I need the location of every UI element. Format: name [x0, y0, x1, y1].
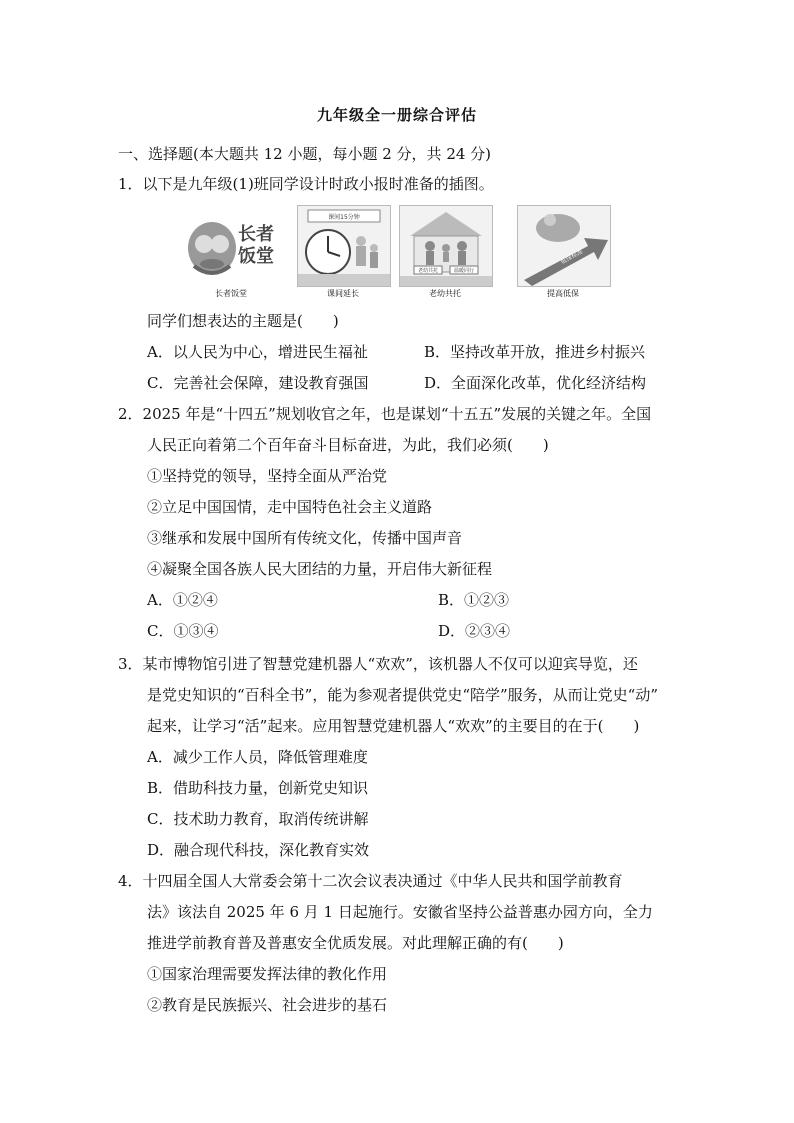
q2-option-b: B．①②③: [438, 591, 510, 609]
image-caption: 课间延长: [327, 289, 359, 298]
q2-option-d: D．②③④: [438, 622, 511, 640]
q3-stem-line-2: 是党史知识的“百科全书”，能为参观者提供党史“陪学”服务，从而让党史“动”: [147, 686, 659, 704]
q2-stem-line-2: 人民正向着第二个百年奋斗目标奋进，为此，我们必须( ): [147, 436, 549, 454]
sign-text: 课间15分钟: [328, 214, 360, 221]
q2-statement-4: ④凝聚全国各族人民大团结的力量，开启伟大新征程: [147, 560, 493, 578]
q3-option-c: C．技术助力教育，取消传统讲解: [147, 810, 369, 828]
elder-child-care-image: [399, 205, 493, 287]
logo-text-bottom: 饭堂: [238, 246, 274, 267]
q2-statement-3: ③继承和发展中国所有传统文化，传播中国声音: [147, 529, 463, 547]
q2-stem-line-1: 2．2025 年是“十四五”规划收官之年，也是谋划“十五五”发展的关键之年。全国: [118, 405, 652, 423]
sign-left-text: 老幼共托: [417, 268, 439, 274]
image-caption: 提高低保: [547, 289, 579, 298]
q1-option-c: C．完善社会保障，建设教育强国: [147, 374, 369, 392]
q2-statement-1: ①坚持党的领导，坚持全面从严治党: [147, 467, 388, 485]
q4-statement-2: ②教育是民族振兴、社会进步的基石: [147, 996, 388, 1014]
q1-option-d: D．全面深化改革，优化经济结构: [424, 374, 647, 392]
image-caption: 长者饭堂: [215, 289, 247, 298]
q1-stem: 1．以下是九年级(1)班同学设计时政小报时准备的插图。: [118, 175, 494, 193]
q1-figure: [185, 205, 610, 305]
q2-statement-2: ②立足中国国情，走中国特色社会主义道路: [147, 498, 433, 516]
elderly-canteen-image: [185, 205, 279, 287]
q4-statement-1: ①国家治理需要发挥法律的教化作用: [147, 965, 388, 983]
q3-option-a: A．减少工作人员，降低管理难度: [147, 748, 368, 766]
q3-stem-line-1: 3．某市博物馆引进了智慧党建机器人“欢欢”，该机器人不仅可以迎宾导览，还: [118, 655, 638, 673]
section-heading: 一、选择题(本大题共 12 小题，每小题 2 分，共 24 分): [118, 145, 492, 163]
q4-stem-line-3: 推进学前教育普及普惠安全优质发展。对此理解正确的有( ): [147, 934, 564, 952]
q4-stem-line-1: 4．十四届全国人大常委会第十二次会议表决通过《中华人民共和国学前教育: [118, 872, 623, 890]
recess-extension-image: [297, 205, 391, 287]
logo-text-top: 长者: [238, 224, 274, 245]
q1-option-b: B．坚持改革开放，推进乡村振兴: [424, 343, 646, 361]
q3-option-d: D．融合现代科技，深化教育实效: [147, 841, 370, 859]
page-title: 九年级全一册综合评估: [316, 106, 477, 124]
sign-right-text: 温暖同行: [453, 268, 475, 274]
q3-stem-line-3: 起来，让学习“活”起来。应用智慧党建机器人“欢欢”的主要目的在于( ): [147, 717, 640, 735]
q4-stem-line-2: 法》该法自 2025 年 6 月 1 日起施行。安徽省坚持公益普惠办园方向，全力: [147, 903, 653, 921]
q2-option-a: A．①②④: [147, 591, 218, 609]
q3-option-b: B．借助科技力量，创新党史知识: [147, 779, 369, 797]
q2-option-c: C．①③④: [147, 622, 219, 640]
elderly-couple-icon: [186, 206, 278, 286]
raise-subsistence-image: [517, 205, 611, 287]
q1-ask: 同学们想表达的主题是( ): [147, 312, 339, 330]
image-caption: 老幼共托: [429, 289, 461, 298]
q1-option-a: A．以人民为中心，增进民生福祉: [147, 343, 368, 361]
banner-text: 低保标准: [559, 248, 585, 266]
